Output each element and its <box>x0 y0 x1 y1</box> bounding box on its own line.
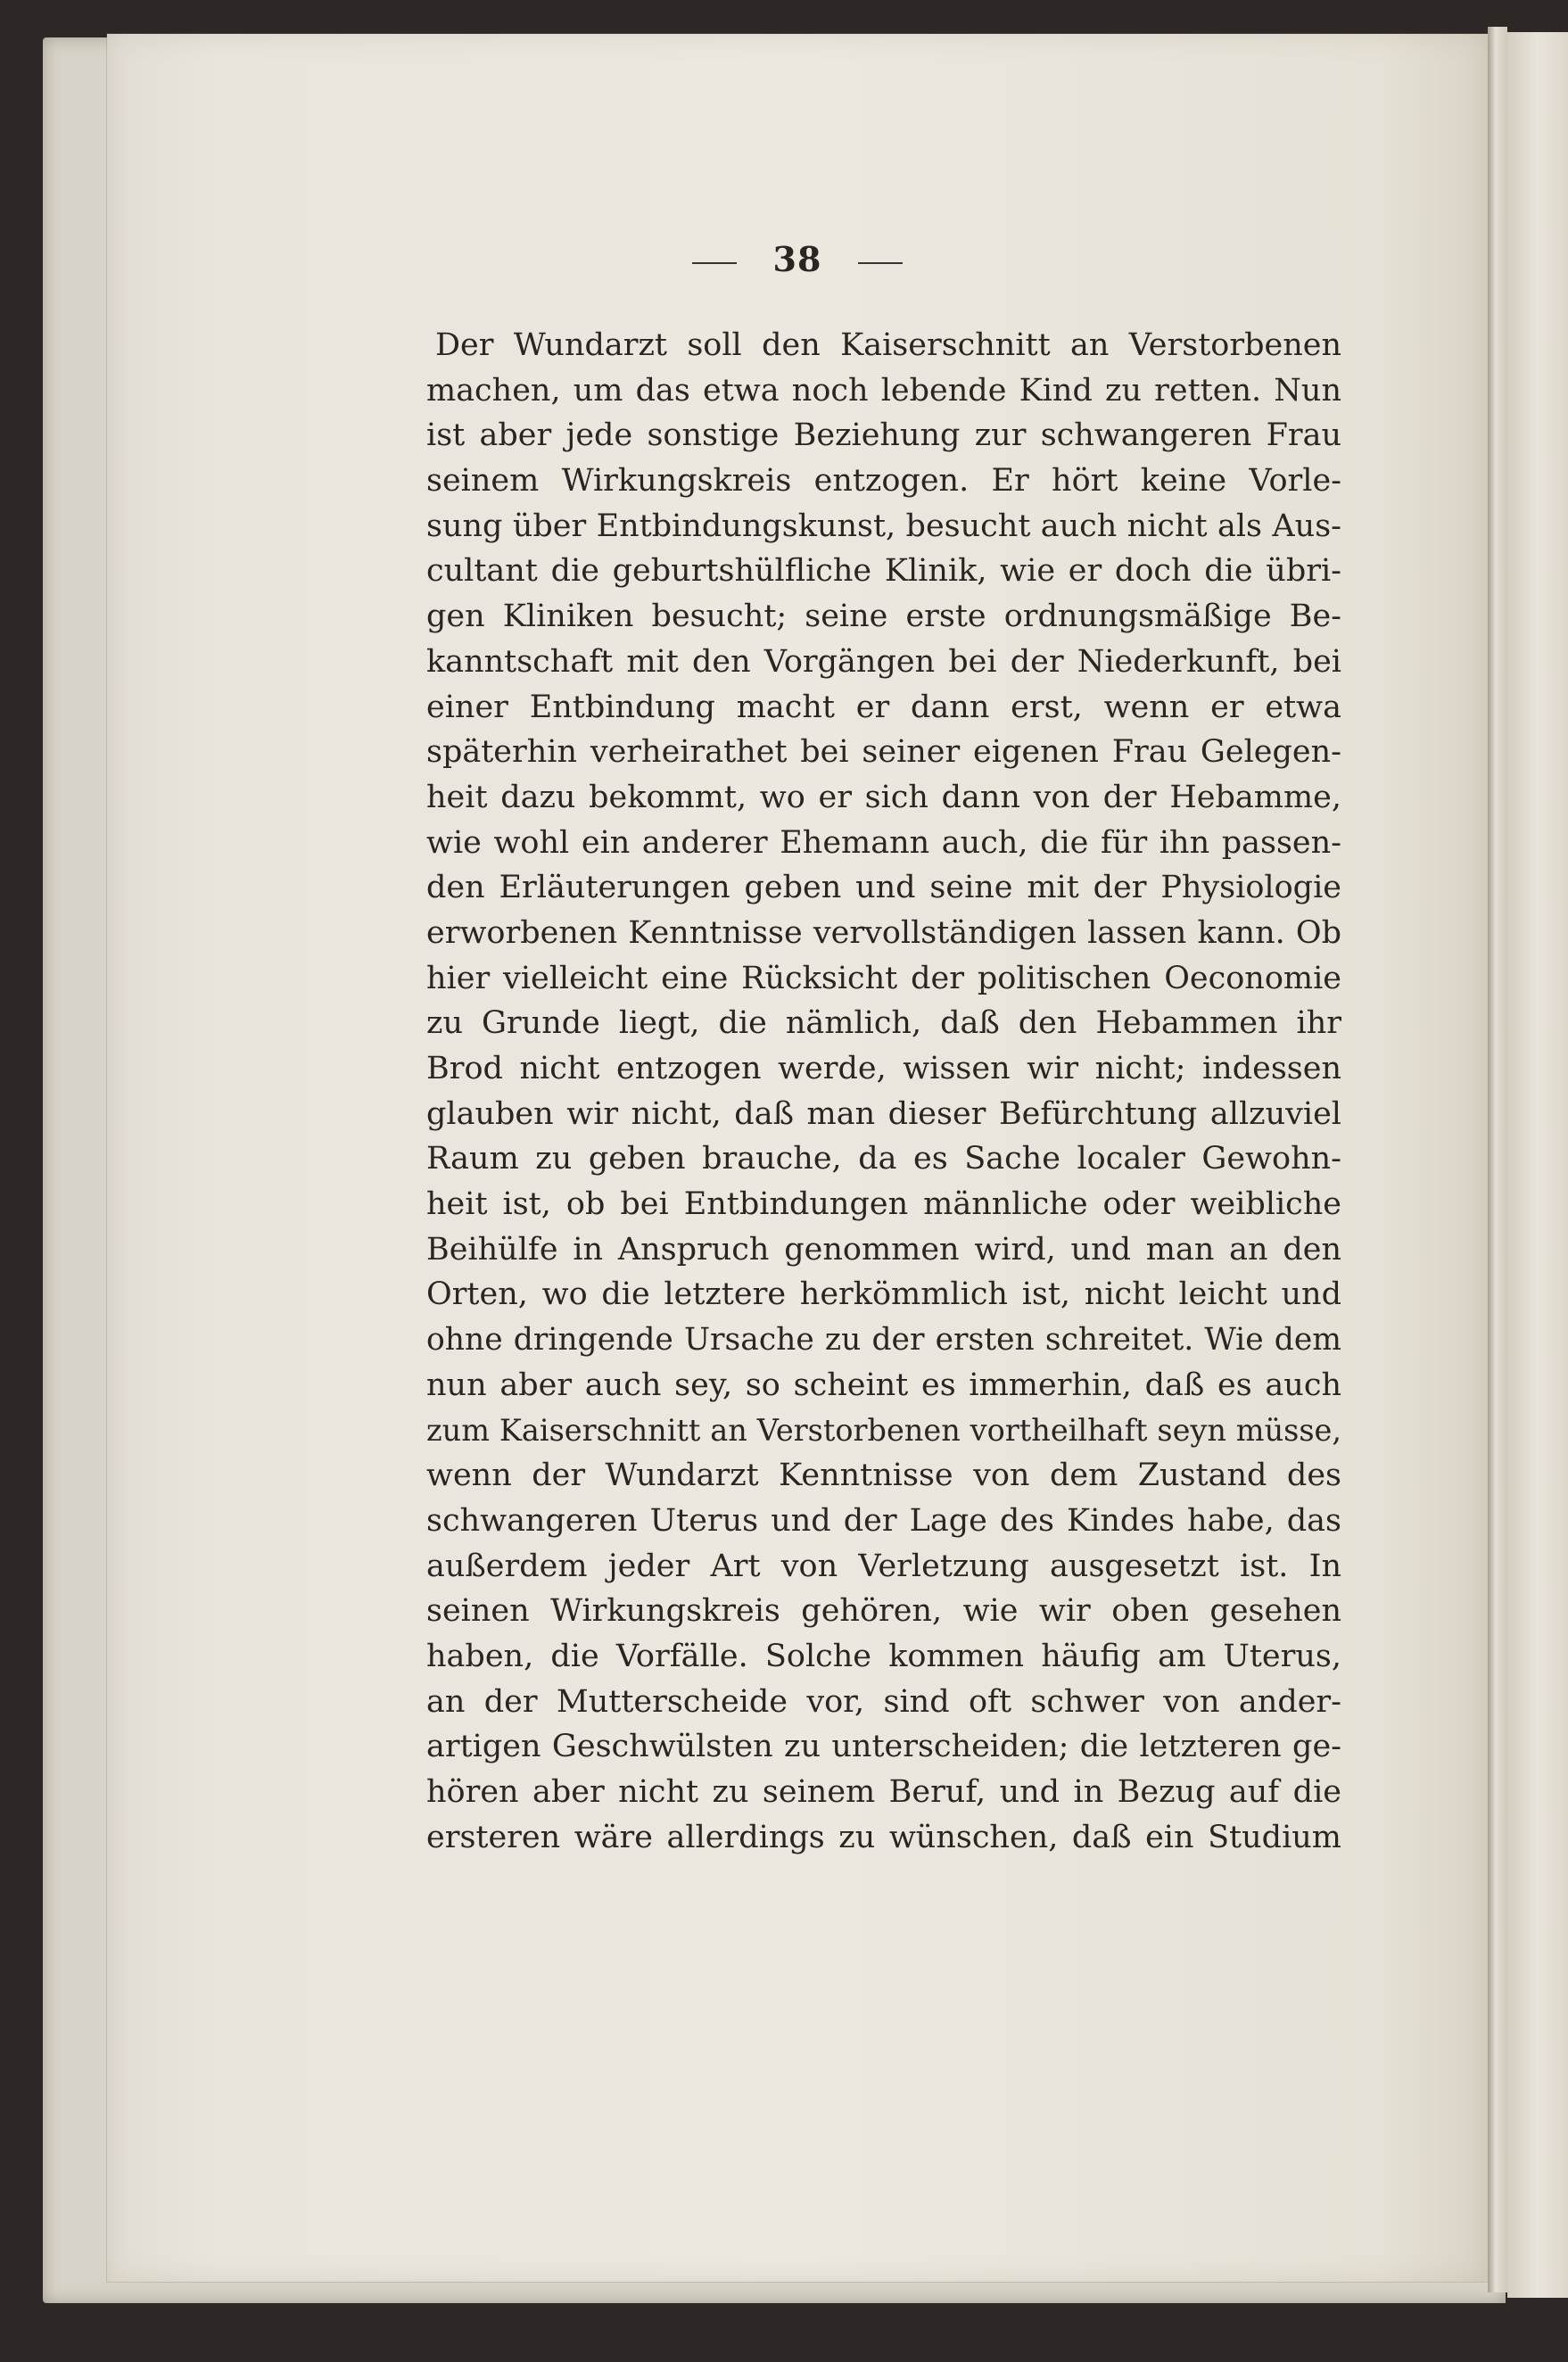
text-line: gen Kliniken besucht; seine erste ordnungsmäßige Be- <box>426 599 1341 635</box>
text-line: zu Grunde liegt, die nämlich, daß den Hebammen ihr <box>426 1005 1341 1042</box>
text-line: Beihülfe in Anspruch genommen wird, und man an den <box>426 1231 1341 1268</box>
text-line: haben, die Vorfälle. Solche kommen häufig am Uterus, <box>426 1638 1341 1674</box>
page-header <box>107 239 1488 279</box>
text-line: seinen Wirkungskreis gehören, wie wir oben gesehen <box>426 1593 1341 1630</box>
text-line: hier vielleicht eine Rücksicht der politischen Oeconomie <box>426 960 1341 996</box>
text-line: nun aber auch sey, so scheint es immerhin, daß es auch <box>426 1367 1341 1403</box>
text-line: zum Kaiserschnitt an Verstorbenen vortheilhaft seyn müsse, <box>426 1412 1341 1448</box>
text-line: sung über Entbindungskunst, besucht auch nicht als Aus- <box>426 508 1341 544</box>
text-line: Brod nicht entzogen werde, wissen wir nicht; indessen <box>426 1051 1341 1086</box>
facing-page-edge <box>1507 32 1568 2298</box>
text-line: ist aber jede sonstige Beziehung zur schwangeren Frau <box>426 417 1341 454</box>
text-line: heit ist, ob bei Entbindungen männliche oder weibliche <box>426 1186 1341 1223</box>
text-line: an der Mutterscheide vor, sind oft schwer von ander- <box>426 1683 1341 1720</box>
text-line: erworbenen Kenntnisse vervollständigen lassen kann. Ob <box>426 914 1341 951</box>
text-line: den Erläuterungen geben und seine mit der Physiologie <box>426 870 1341 906</box>
text-line: außerdem jeder Art von Verletzung ausgesetzt ist. In <box>426 1548 1341 1584</box>
text-line: cultant die geburtshülfliche Klinik, wie er doch die übri- <box>426 553 1341 590</box>
body-text <box>426 323 1341 1860</box>
text-line: hören aber nicht zu seinem Beruf, und in Bezug auf die <box>426 1774 1341 1810</box>
text-line: seinem Wirkungskreis entzogen. Er hört keine Vorle- <box>426 463 1341 500</box>
header-dash-right <box>858 262 903 264</box>
text-line: ersteren wäre allerdings zu wünschen, daß ein Studium <box>426 1819 1341 1855</box>
text-line: artigen Geschwülsten zu unterscheiden; die letzteren ge- <box>426 1729 1341 1765</box>
text-line: Der Wundarzt soll den Kaiserschnitt an Verstorbenen <box>435 327 1341 363</box>
text-line: machen, um das etwa noch lebende Kind zu retten. Nun <box>426 372 1341 409</box>
text-line: einer Entbindung macht er dann erst, wenn er etwa <box>426 689 1341 725</box>
text-line: schwangeren Uterus und der Lage des Kindes habe, das <box>426 1502 1341 1539</box>
book-gutter <box>1488 27 1507 2292</box>
text-line: ohne dringende Ursache zu der ersten schreitet. Wie dem <box>426 1322 1341 1359</box>
text-line: späterhin verheirathet bei seiner eigenen Frau Gelegen- <box>426 734 1341 771</box>
text-line: Raum zu geben brauche, da es Sache localer Gewohn- <box>426 1141 1341 1177</box>
text-line: heit dazu bekommt, wo er sich dann von der Hebamme, <box>426 779 1341 815</box>
text-line: Orten, wo die letztere herkömmlich ist, nicht leicht und <box>426 1276 1341 1313</box>
text-line: kanntschaft mit den Vorgängen bei der Niederkunft, bei <box>426 643 1341 680</box>
text-line: wie wohl ein anderer Ehemann auch, die für ihn passen- <box>426 824 1341 861</box>
text-line: glauben wir nicht, daß man dieser Befürchtung allzuviel <box>426 1095 1341 1132</box>
header-dash-left <box>692 262 737 264</box>
text-line: wenn der Wundarzt Kenntnisse von dem Zustand des <box>426 1458 1341 1494</box>
page-number: 38 <box>772 239 822 279</box>
